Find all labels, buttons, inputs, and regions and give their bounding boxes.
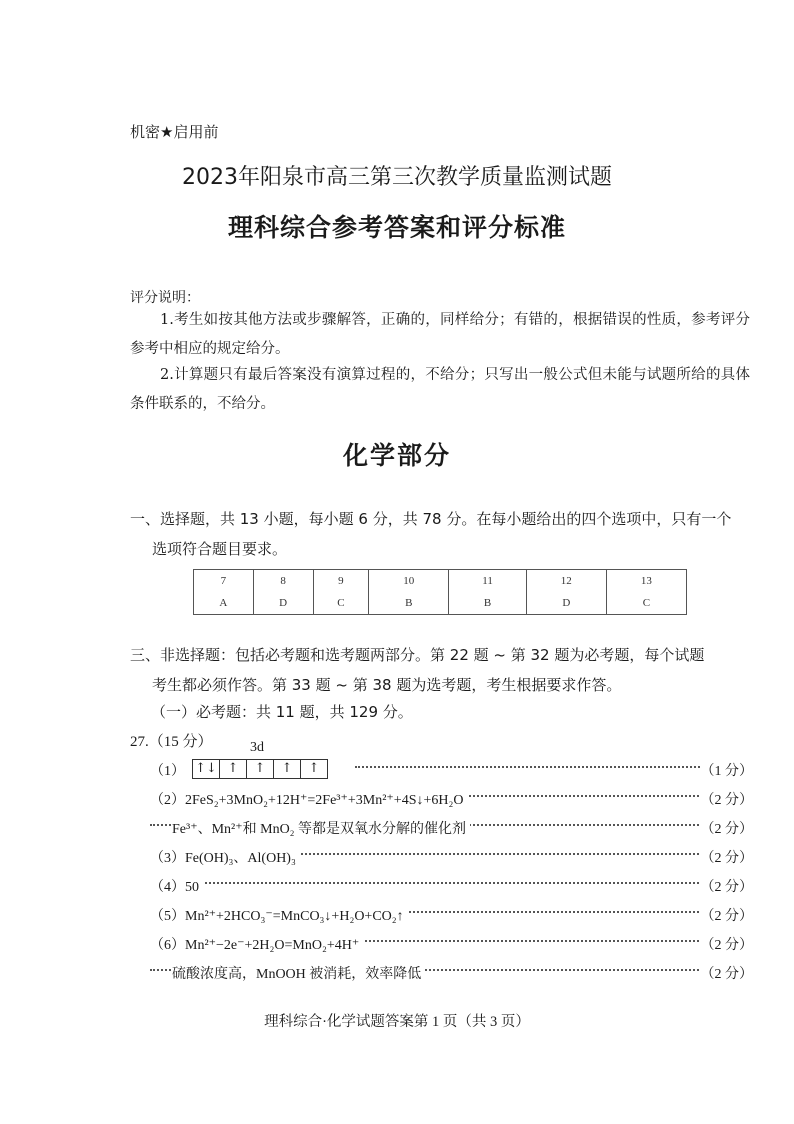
- answer-score: （2 分）: [701, 818, 754, 838]
- question-number: 12: [526, 570, 606, 593]
- answer-cell: D: [526, 592, 606, 615]
- question-number: 10: [369, 570, 449, 593]
- answer-text: （6）Mn²⁺−2e⁻+2H₂O=MnO₂+4H⁺: [150, 934, 363, 954]
- answer-line-7: [150, 934, 753, 960]
- orbital-box: ↑: [246, 760, 273, 778]
- page-footer: 理科综合·化学试题答案第 1 页（共 3 页）: [264, 1014, 530, 1030]
- section-title: 化学部分: [342, 441, 451, 470]
- question-number: 7: [194, 570, 254, 593]
- answer-line-5: [150, 876, 753, 902]
- question-number: 8: [253, 570, 313, 593]
- question-number: 11: [449, 570, 526, 593]
- confidential-mark: 机密★启用前: [130, 123, 219, 141]
- grading-notes-title: 评分说明：: [130, 290, 200, 306]
- exam-title: 2023年阳泉市高三第三次教学质量监测试题: [182, 165, 612, 190]
- answer-score: （2 分）: [701, 905, 754, 925]
- part3-line2: 考生都必须作答。第 33 题 ~ 第 38 题为选考题，考生根据要求作答。: [152, 676, 622, 694]
- answer-score: （2 分）: [701, 847, 754, 867]
- answer-text: Fe³⁺、Mn²⁺和 MnO₂ 等都是双氧水分解的催化剂: [172, 818, 470, 838]
- answer-text: （2）2FeS₂+3MnO₂+12H⁺=2Fe³⁺+3Mn²⁺+4S↓+6H₂O: [150, 789, 468, 809]
- answer-text: 硫酸浓度高，MnOOH 被消耗，效率降低: [172, 963, 425, 983]
- answer-line-1: [150, 760, 753, 786]
- answer-key-title: 理科综合参考答案和评分标准: [227, 213, 566, 242]
- answer-cell: D: [253, 592, 313, 615]
- answer-score: （2 分）: [701, 963, 754, 983]
- question-number: 13: [606, 570, 686, 593]
- answer-score: （2 分）: [701, 876, 754, 896]
- answer-row: [194, 592, 687, 615]
- part1-instructions: [130, 504, 755, 564]
- answer-line-4: [150, 847, 753, 873]
- question-27-title: 27.（15 分）: [130, 734, 213, 750]
- required-questions-heading: （一）必考题：共 11 题，共 129 分。: [151, 703, 413, 721]
- answer-cell: B: [449, 592, 526, 615]
- orbital-box: ↑: [273, 760, 300, 778]
- answer-line-8: [150, 963, 753, 989]
- orbital-box: ↑: [219, 760, 246, 778]
- answer-text: （4）50: [150, 876, 203, 896]
- answer-score: （2 分）: [701, 789, 754, 809]
- answer-line-2: [150, 789, 753, 815]
- choice-answer-table: [193, 569, 687, 615]
- orbital-box: ↑: [300, 760, 327, 778]
- part1-line2: 选项符合题目要求。: [152, 540, 288, 558]
- grading-note-1: 1.考生如按其他方法或步骤解答，正确的，同样给分；有错的，根据错误的性质，参考评分参考中相应的规定给分。: [130, 312, 750, 357]
- question-number: 9: [313, 570, 369, 593]
- answer-line-6: [150, 905, 753, 931]
- answer-text: （1）: [150, 760, 189, 780]
- answer-line-3: [150, 818, 753, 844]
- orbital-label: 3d: [250, 740, 264, 755]
- answer-text: （3）Fe(OH)₃、Al(OH)₃: [150, 847, 300, 867]
- part3-instructions: [130, 640, 755, 700]
- answer-score: （2 分）: [701, 934, 754, 954]
- answer-text: （5）Mn²⁺+2HCO₃⁻=MnCO₃↓+H₂O+CO₂↑: [150, 905, 408, 925]
- part3-line1: 三、非选择题：包括必考题和选考题两部分。第 22 题 ~ 第 32 题为必考题，每个试题: [130, 646, 705, 664]
- answer-cell: C: [313, 592, 369, 615]
- question-number-row: [194, 570, 687, 593]
- answer-score: （1 分）: [701, 760, 754, 780]
- grading-note-2: 2.计算题只有最后答案没有演算过程的，不给分；只写出一般公式但未能与试题所给的具体条件联系的，不给分。: [130, 367, 750, 412]
- answer-cell: B: [369, 592, 449, 615]
- answer-cell: A: [194, 592, 254, 615]
- answer-cell: C: [606, 592, 686, 615]
- orbital-box: ↑↓: [195, 761, 217, 776]
- part1-line1: 一、选择题，共 13 小题，每小题 6 分，共 78 分。在每小题给出的四个选项中，只有一个: [130, 510, 732, 528]
